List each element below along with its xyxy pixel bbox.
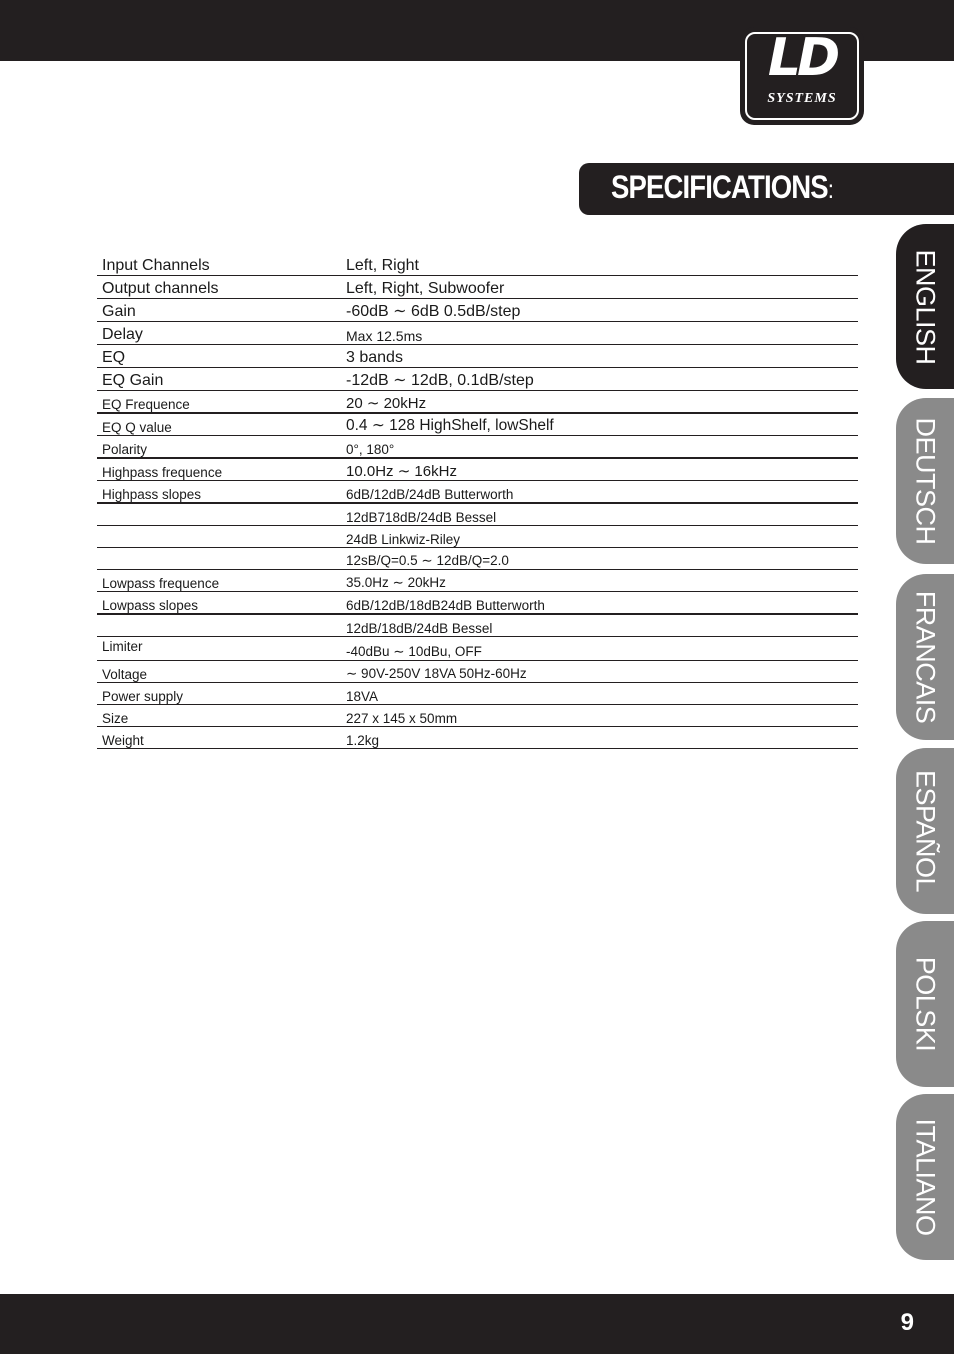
spec-value: 0.4 ∼ 128 HighShelf, lowShelf <box>341 413 858 436</box>
tab-espanol-label: ESPAÑOL <box>910 769 941 893</box>
spec-label: Size <box>97 705 341 727</box>
spec-label: EQ Frequence <box>97 391 341 414</box>
spec-label: Voltage <box>97 661 341 683</box>
table-row <box>97 322 858 345</box>
spec-value: -60dB ∼ 6dB 0.5dB/step <box>341 299 858 322</box>
table-row <box>97 526 858 548</box>
spec-value: -40dBu ∼ 10dBu, OFF <box>341 637 858 661</box>
spec-value: 12dB718dB/24dB Bessel <box>341 503 858 526</box>
page-title-colon: : <box>827 174 834 204</box>
table-row <box>97 391 858 414</box>
tab-deutsch-label: DEUTSCH <box>910 417 941 545</box>
spec-label: Delay <box>97 322 341 345</box>
spec-label <box>97 503 341 526</box>
spec-label: Highpass frequence <box>97 458 341 481</box>
tab-francais-label: FRANCAIS <box>910 590 941 724</box>
spec-value: 3 bands <box>341 345 858 368</box>
spec-value: 12dB/18dB/24dB Bessel <box>341 614 858 637</box>
tab-polski[interactable] <box>896 921 954 1087</box>
table-row <box>97 614 858 637</box>
page-title <box>611 169 833 206</box>
table-row <box>97 436 858 459</box>
tab-italiano-label: ITALIANO <box>910 1118 941 1236</box>
table-row <box>97 345 858 368</box>
page-title-text: SPECIFICATIONS <box>611 169 828 205</box>
table-row <box>97 548 858 570</box>
spec-value: 35.0Hz ∼ 20kHz <box>341 570 858 592</box>
spec-value: Left, Right, Subwoofer <box>341 276 858 299</box>
ld-systems-logo <box>740 27 864 125</box>
table-row <box>97 683 858 705</box>
tab-english-label: ENGLISH <box>910 248 941 365</box>
tab-francais[interactable] <box>896 574 954 740</box>
tab-deutsch[interactable] <box>896 398 954 564</box>
page-number: 9 <box>900 1309 914 1336</box>
spec-value: -12dB ∼ 12dB, 0.1dB/step <box>341 368 858 391</box>
table-row <box>97 637 858 661</box>
tab-espanol[interactable] <box>896 748 954 914</box>
tab-english[interactable] <box>896 224 954 389</box>
spec-value: Max 12.5ms <box>341 322 858 345</box>
tab-italiano[interactable] <box>896 1094 954 1260</box>
spec-value: 24dB Linkwiz-Riley <box>341 526 858 548</box>
table-row <box>97 368 858 391</box>
spec-value: 227 x 145 x 50mm <box>341 705 858 727</box>
logo-mark: LD <box>767 28 837 88</box>
spec-value: 10.0Hz ∼ 16kHz <box>341 458 858 481</box>
spec-label: Highpass slopes <box>97 481 341 504</box>
table-row <box>97 481 858 504</box>
spec-label: Weight <box>97 727 341 749</box>
spec-value: 6dB/12dB/24dB Butterworth <box>341 481 858 504</box>
logo-subtext: SYSTEMS <box>767 91 837 106</box>
table-row <box>97 253 858 276</box>
spec-label: Limiter <box>97 637 341 661</box>
tab-polski-label: POLSKI <box>910 956 941 1052</box>
table-row <box>97 503 858 526</box>
table-row <box>97 570 858 592</box>
spec-label: Lowpass slopes <box>97 592 341 615</box>
spec-label: Output channels <box>97 276 341 299</box>
spec-value: 0°, 180° <box>341 436 858 459</box>
spec-value: 20 ∼ 20kHz <box>341 391 858 414</box>
table-row <box>97 413 858 436</box>
spec-label: Lowpass frequence <box>97 570 341 592</box>
table-row <box>97 276 858 299</box>
spec-value: 6dB/12dB/18dB24dB Butterworth <box>341 592 858 615</box>
spec-label: Input Channels <box>97 253 341 276</box>
bottom-bar <box>0 1294 954 1354</box>
spec-label: EQ Q value <box>97 413 341 436</box>
spec-label: Power supply <box>97 683 341 705</box>
table-row <box>97 299 858 322</box>
spec-label <box>97 548 341 570</box>
spec-label <box>97 614 341 637</box>
spec-value: 1.2kg <box>341 727 858 749</box>
spec-value: Left, Right <box>341 253 858 276</box>
table-row <box>97 727 858 749</box>
spec-label: EQ Gain <box>97 368 341 391</box>
spec-label: Polarity <box>97 436 341 459</box>
spec-label <box>97 526 341 548</box>
section-title-banner <box>579 163 954 215</box>
spec-label: Gain <box>97 299 341 322</box>
table-row <box>97 458 858 481</box>
specifications-table <box>97 253 858 749</box>
spec-value: 18VA <box>341 683 858 705</box>
spec-label: EQ <box>97 345 341 368</box>
table-row <box>97 661 858 683</box>
spec-value: 12sB/Q=0.5 ∼ 12dB/Q=2.0 <box>341 548 858 570</box>
spec-value: ∼ 90V-250V 18VA 50Hz-60Hz <box>341 661 858 683</box>
table-row <box>97 705 858 727</box>
table-row <box>97 592 858 615</box>
